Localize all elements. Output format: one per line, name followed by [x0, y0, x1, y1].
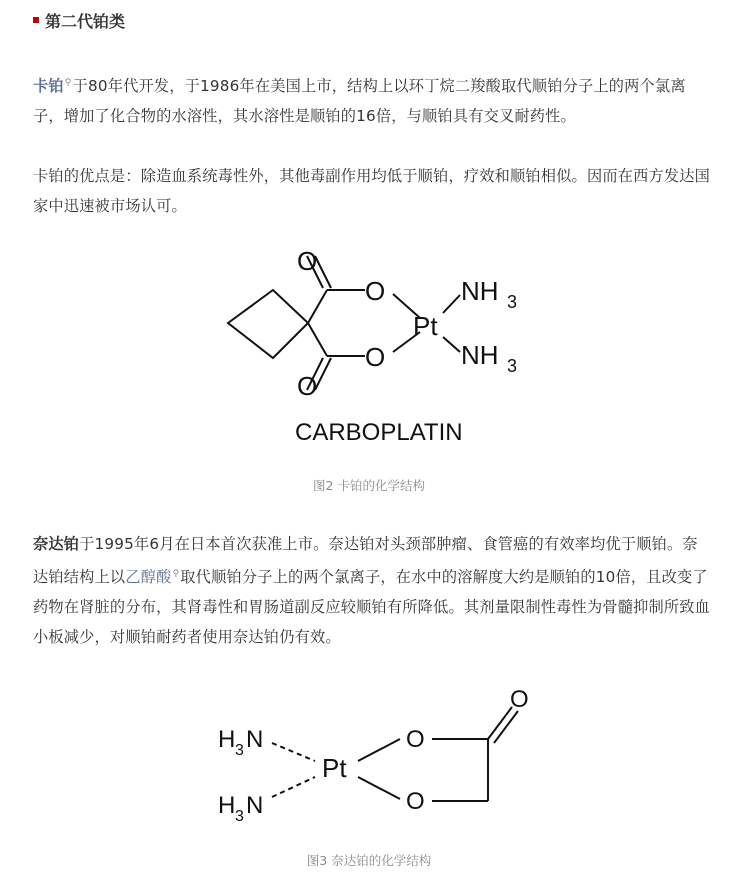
carboplatin-structure [215, 240, 535, 450]
atom-o-ring-top: O [365, 276, 386, 306]
atom-h-top: H [218, 726, 236, 753]
atom-o-top: O [406, 726, 425, 753]
section-title: 第二代铂类 [45, 11, 126, 31]
compound-name: CARBOPLATIN [295, 419, 463, 446]
paragraph-text: 于1995年6月在日本首次获准上市。奈达铂对头颈部肿瘤、食管癌的有效率均优于顺铂。奈达铂结构上以 [33, 535, 698, 587]
atom-o-top: O [297, 246, 318, 276]
atom-n-bottom: N [246, 792, 264, 819]
paragraph-text: 卡铂的优点是：除造血系统毒性外，其他毒副作用均低于顺铂，疗效和顺铂相似。因而在西方发达国家中迅速被市场认可。 [33, 167, 711, 215]
figure-caption: 图2 卡铂的化学结构 [313, 478, 425, 493]
paragraph-carboplatin-intro [33, 68, 713, 131]
carboplatin-link[interactable]: 卡铂 [33, 77, 64, 96]
nedaplatin-keyword: 奈达铂 [33, 535, 80, 553]
atom-pt: Pt [413, 311, 438, 341]
atom-pt: Pt [322, 753, 347, 783]
glycolic-acid-link[interactable]: 乙醇酸 [125, 568, 172, 587]
atom-o-bottom: O [406, 788, 425, 815]
paragraph-nedaplatin [33, 529, 713, 652]
subscript-3: 3 [507, 356, 518, 376]
subscript-3: 3 [235, 742, 244, 759]
search-icon[interactable]: ⚲ [172, 569, 180, 579]
atom-n-top: N [246, 726, 264, 753]
section-heading [33, 9, 125, 31]
atom-o-ring-bottom: O [365, 342, 386, 372]
atom-h-bottom: H [218, 792, 236, 819]
subscript-3: 3 [507, 292, 518, 312]
paragraph-carboplatin-advantages [33, 161, 713, 221]
nedaplatin-structure [210, 685, 550, 825]
paragraph-text: 取代顺铂分子上的两个氯离子，在水中的溶解度大约是顺铂的10倍，且改变了药物在肾脏的分布，其肾毒性和胃肠道副反应较顺铂有所降低。其剂量限制性毒性为骨髓抑制所致血小板减少，对顺铂耐药者使用奈达铂仍有效。 [33, 568, 711, 647]
heading-marker [33, 17, 39, 23]
search-icon[interactable]: ⚲ [64, 78, 72, 88]
atom-o-carbonyl: O [510, 686, 529, 713]
atom-o-bottom: O [297, 371, 318, 401]
atom-nh3-top: NH [461, 276, 499, 306]
paragraph-text: 于80年代开发，于1986年在美国上市，结构上以环丁烷二羧酸取代顺铂分子上的两个氯离子，增加了化合物的水溶性，其水溶性是顺铂的16倍，与顺铂具有交叉耐药性。 [33, 77, 686, 126]
subscript-3: 3 [235, 808, 244, 825]
figure-caption: 图3 奈达铂的化学结构 [306, 853, 432, 868]
atom-nh3-bottom: NH [461, 340, 499, 370]
